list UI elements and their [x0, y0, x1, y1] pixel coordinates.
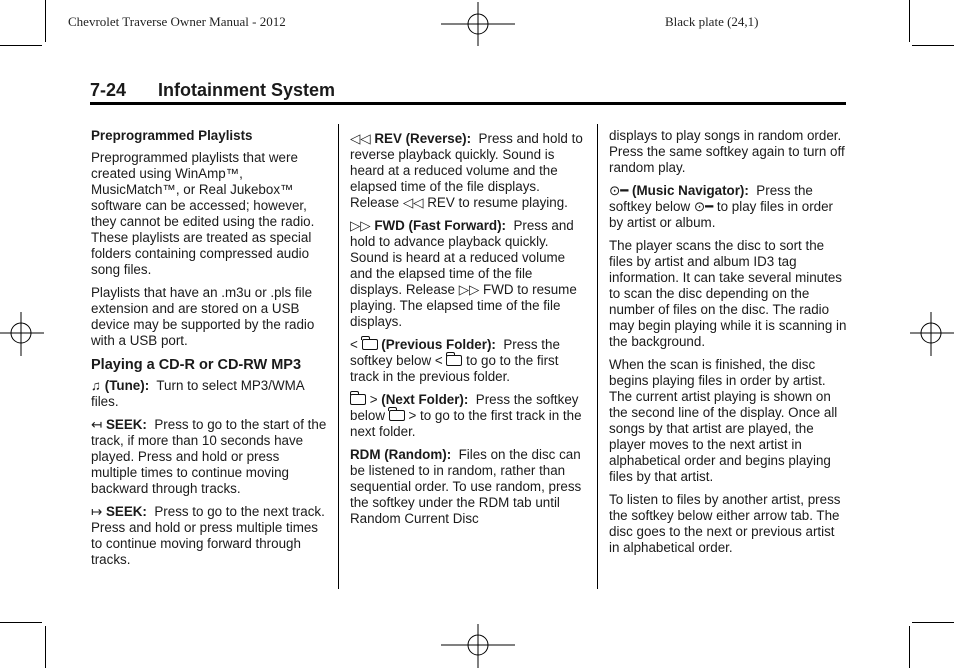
column-1 [91, 128, 329, 575]
rev-text-2: REV to resume playing. [427, 195, 568, 210]
column-divider [338, 124, 339, 589]
next-folder-icon: > [389, 408, 417, 424]
fwd-label: FWD (Fast Forward): [374, 218, 507, 233]
paragraph-previous-folder [350, 337, 588, 385]
paragraph-tune [91, 378, 329, 410]
previous-folder-icon: < [350, 337, 378, 353]
music-navigator-icon: ⊙━ [693, 199, 714, 214]
next-folder-text-2: to go to the first track in the next folder. [350, 408, 582, 439]
previous-folder-text-2: to go to the first track in the previous folder. [350, 353, 559, 384]
music-note-icon: ♫ [91, 378, 102, 393]
fwd-text: Press and hold to advance playback quickly. Sound is heard at a reduced volume and the elapsed time of the file displays. Release [350, 218, 574, 297]
random-label: RDM (Random): [350, 447, 452, 462]
random-text: Files on the disc can be listened to in random, rather than sequential order. To use random, press the softkey under the RDM tab until Random Current Disc [350, 447, 582, 526]
registration-mark-top [441, 2, 515, 46]
fast-forward-icon: ▷▷ [458, 282, 480, 297]
paragraph-other-artist: To listen to files by another artist, press the softkey below either arrow tab. The disc goes to the next or previous artist in alphabetical order. [609, 492, 841, 555]
rewind-icon: ◁◁ [350, 131, 371, 146]
crop-mark [45, 626, 46, 668]
paragraph-music-navigator [609, 183, 847, 231]
crop-mark [912, 45, 954, 46]
title-rule [90, 102, 846, 105]
registration-mark-right [910, 312, 954, 356]
section-name: Infotainment System [158, 80, 336, 100]
fwd-text-2: FWD to resume playing. The elapsed time of the file displays. [350, 282, 577, 329]
next-folder-icon: > [350, 392, 378, 408]
column-divider [597, 124, 598, 589]
rev-text: Press and hold to reverse playback quickly. Sound is heard at a reduced volume and the elapsed time of the file displays. Release [350, 131, 583, 210]
heading-preprogrammed-playlists: Preprogrammed Playlists [91, 128, 253, 143]
paragraph-fwd [350, 218, 588, 330]
previous-folder-text: Press the softkey below [350, 337, 560, 368]
paragraph-scan-finished: When the scan is finished, the disc begins playing files in order by artist. The current artist playing is shown on the second line of the display. Once all songs by that artist are played, the player moves to the next artist in alphabetical order and begins playing files by that artist. [609, 357, 838, 484]
crop-mark [912, 622, 954, 623]
tune-text: Turn to select MP3/WMA files. [91, 378, 304, 409]
column-3 [609, 128, 847, 563]
paragraph-seek-back [91, 417, 329, 497]
seek-forward-icon: ↦ [91, 504, 103, 519]
next-folder-text: Press the softkey below [350, 392, 579, 423]
registration-mark-bottom [441, 624, 515, 668]
music-navigator-text: Press the softkey below [609, 183, 813, 214]
crop-mark [45, 0, 46, 42]
next-folder-label: (Next Folder): [381, 392, 469, 407]
seek-forward-text: Press to go to the next track. Press and hold or press multiple times to continue moving forward through tracks. [91, 504, 325, 567]
section-title [90, 80, 846, 101]
running-header-title: Chevrolet Traverse Owner Manual - 2012 [68, 14, 286, 29]
music-navigator-icon: ⊙━ [609, 183, 629, 198]
music-navigator-label: (Music Navigator): [632, 183, 749, 198]
paragraph-rev [350, 131, 588, 211]
crop-mark [909, 0, 910, 42]
plate-label: Black plate (24,1) [665, 14, 759, 29]
seek-label: SEEK: [105, 417, 147, 432]
rewind-icon: ◁◁ [402, 195, 424, 210]
registration-mark-left [0, 312, 44, 356]
previous-folder-icon: < [435, 353, 463, 369]
paragraph-scan: The player scans the disc to sort the files by artist and album ID3 tag information. It can take several minutes to scan the disc depending on the number of files on the disc. The radio may begin playing while it is scanning in the background. [609, 238, 847, 349]
crop-mark [0, 45, 42, 46]
seek-back-text: Press to go to the start of the track, if more than 10 seconds have played. Press and hold or press multiple times to continue moving backward through tracks. [91, 417, 327, 496]
paragraph-playlists: Preprogrammed playlists that were created using WinAmp™, MusicMatch™, or Real Jukebox™ software can be accessed; however, they cannot be edited using the radio. These playlists are treated as special folders containing compressed audio song files. [91, 150, 315, 277]
column-2 [350, 131, 588, 534]
fast-forward-icon: ▷▷ [350, 218, 371, 233]
rev-label: REV (Reverse): [374, 131, 472, 146]
paragraph-seek-forward [91, 504, 329, 568]
music-navigator-text-2: to play files in order by artist or album. [609, 199, 834, 230]
paragraph-next-folder [350, 392, 588, 440]
previous-folder-label: (Previous Folder): [381, 337, 496, 352]
paragraph-random [350, 447, 588, 527]
paragraph-random-continued: displays to play songs in random order. Press the same softkey again to turn off random play. [609, 128, 845, 175]
seek-label: SEEK: [105, 504, 147, 519]
crop-mark [909, 626, 910, 668]
seek-back-icon: ↤ [91, 417, 103, 432]
tune-label: (Tune): [104, 378, 150, 393]
heading-playing-cd: Playing a CD-R or CD-RW MP3 [91, 357, 302, 373]
page-number: 7-24 [90, 80, 127, 100]
crop-mark [0, 622, 42, 623]
paragraph-file-extension: Playlists that have an .m3u or .pls file extension and are stored on a USB device may be supported by the radio with a USB port. [91, 285, 315, 348]
